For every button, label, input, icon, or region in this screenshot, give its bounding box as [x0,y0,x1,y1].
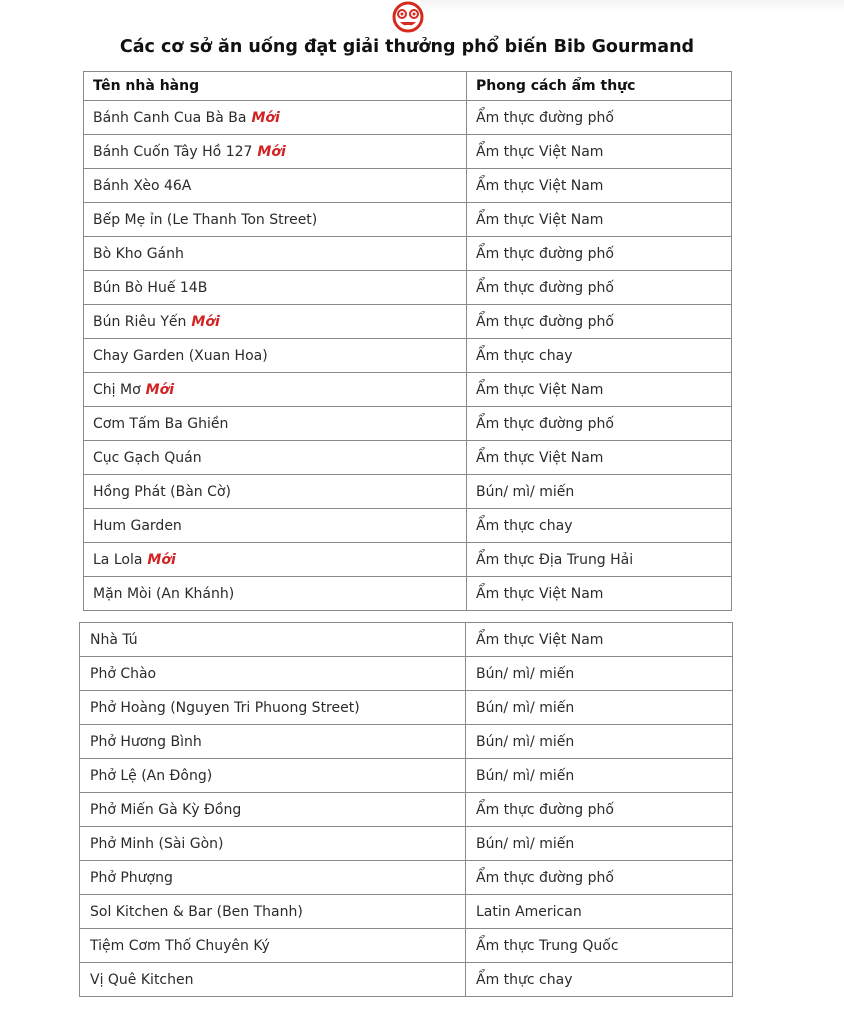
restaurant-name-cell [84,169,467,203]
restaurant-name-cell [84,135,467,169]
cuisine-style-cell: Ẩm thực Việt Nam [467,373,732,407]
restaurant-name: La Lola [93,551,143,568]
restaurant-name-cell [80,827,466,861]
restaurant-name-cell [80,691,466,725]
cuisine-style-cell: Ẩm thực Việt Nam [467,203,732,237]
cuisine-style-cell: Bún/ mì/ miến [466,657,733,691]
restaurant-name: Tiệm Cơm Thố Chuyên Ký [90,937,270,954]
table-row [84,305,732,339]
table-row [84,577,732,611]
column-header-name: Tên nhà hàng [84,72,467,101]
table-row [80,725,733,759]
restaurant-name-cell [84,237,467,271]
restaurant-name: Mặn Mòi (An Khánh) [93,585,235,602]
cuisine-style-cell: Ẩm thực Việt Nam [467,135,732,169]
table-row [84,135,732,169]
table-row [84,441,732,475]
cuisine-style-cell: Ẩm thực Việt Nam [467,441,732,475]
restaurant-name: Phở Miến Gà Kỳ Đồng [90,801,242,818]
table-row [84,101,732,135]
cuisine-style-cell: Bún/ mì/ miến [466,827,733,861]
table-row [84,169,732,203]
restaurant-table [83,71,732,611]
restaurant-name-cell [80,895,466,929]
table-row [84,339,732,373]
cuisine-style-cell: Bún/ mì/ miến [466,759,733,793]
restaurant-name: Vị Quê Kitchen [90,971,194,988]
restaurant-name: Phở Hương Bình [90,733,202,750]
new-badge: Mới [257,143,286,160]
table-row [80,691,733,725]
restaurant-name-cell [84,305,467,339]
cuisine-style-cell: Ẩm thực đường phố [466,793,733,827]
restaurant-name-cell [84,543,467,577]
restaurant-name: Chị Mơ [93,381,141,398]
cuisine-style-cell: Ẩm thực Việt Nam [467,577,732,611]
cuisine-style-cell: Ẩm thực Trung Quốc [466,929,733,963]
restaurant-name: Bánh Cuốn Tây Hồ 127 [93,143,253,160]
column-header-style: Phong cách ẩm thực [467,72,732,101]
restaurant-name-cell [80,963,466,997]
restaurant-name-cell [84,475,467,509]
cuisine-style-cell: Ẩm thực đường phố [466,861,733,895]
restaurant-name-cell [80,759,466,793]
restaurant-name-cell [84,373,467,407]
restaurant-name: Phở Phượng [90,869,173,886]
table-row [80,929,733,963]
restaurant-name: Nhà Tú [90,631,138,648]
restaurant-name: Cục Gạch Quán [93,449,202,466]
restaurant-name-cell [84,441,467,475]
restaurant-name: Bánh Canh Cua Bà Ba [93,109,247,126]
restaurant-table-continued [79,622,733,997]
new-badge: Mới [145,381,174,398]
bib-gourmand-icon [383,0,433,40]
table-row [84,271,732,305]
table-row [80,827,733,861]
table-row [80,657,733,691]
cuisine-style-cell: Ẩm thực Việt Nam [466,623,733,657]
restaurant-name: Phở Lệ (An Đông) [90,767,213,784]
cuisine-style-cell: Ẩm thực Địa Trung Hải [467,543,732,577]
table-header-row [84,72,732,101]
cuisine-style-cell: Ẩm thực đường phố [467,237,732,271]
new-badge: Mới [191,313,220,330]
restaurant-name-cell [80,793,466,827]
restaurant-name-cell [84,271,467,305]
restaurant-name-cell [84,101,467,135]
cuisine-style-cell: Ẩm thực chay [466,963,733,997]
cuisine-style-cell: Ẩm thực đường phố [467,271,732,305]
restaurant-name: Phở Chào [90,665,157,682]
table-row [84,203,732,237]
restaurant-name-cell [80,861,466,895]
table-row [84,407,732,441]
restaurant-name: Hồng Phát (Bàn Cờ) [93,483,231,500]
table-row [80,623,733,657]
restaurant-name: Bún Bò Huế 14B [93,279,208,296]
table-row [80,861,733,895]
table-row [80,963,733,997]
restaurant-name: Chay Garden (Xuan Hoa) [93,347,268,364]
cuisine-style-cell: Ẩm thực đường phố [467,407,732,441]
restaurant-name: Cơm Tấm Ba Ghiền [93,415,229,432]
table-row [84,237,732,271]
cuisine-style-cell: Ẩm thực chay [467,339,732,373]
restaurant-name-cell [80,929,466,963]
table-row [84,475,732,509]
cuisine-style-cell: Ẩm thực chay [467,509,732,543]
cuisine-style-cell: Ẩm thực đường phố [467,101,732,135]
restaurant-name: Bếp Mẹ ỉn (Le Thanh Ton Street) [93,211,318,228]
page-title: Các cơ sở ăn uống đạt giải thưởng phổ biến Bib Gourmand [119,37,695,57]
new-badge: Mới [251,109,280,126]
restaurant-name-cell [80,623,466,657]
restaurant-name: Bún Riêu Yến [93,313,187,330]
table-row [80,895,733,929]
restaurant-name-cell [84,509,467,543]
table-row [80,759,733,793]
table-row [80,793,733,827]
table-row [84,373,732,407]
restaurant-name: Phở Hoàng (Nguyen Tri Phuong Street) [90,699,360,716]
cuisine-style-cell: Bún/ mì/ miến [466,725,733,759]
restaurant-name: Bánh Xèo 46A [93,177,192,194]
table-row [84,509,732,543]
restaurant-name-cell [84,203,467,237]
cuisine-style-cell: Bún/ mì/ miến [467,475,732,509]
restaurant-name-cell [84,577,467,611]
restaurant-name-cell [84,339,467,373]
restaurant-name-cell [84,407,467,441]
cuisine-style-cell: Latin American [466,895,733,929]
cuisine-style-cell: Ẩm thực đường phố [467,305,732,339]
cuisine-style-cell: Bún/ mì/ miến [466,691,733,725]
new-badge: Mới [147,551,176,568]
cuisine-style-cell: Ẩm thực Việt Nam [467,169,732,203]
restaurant-name: Phở Minh (Sài Gòn) [90,835,224,852]
restaurant-name-cell [80,725,466,759]
restaurant-name: Sol Kitchen & Bar (Ben Thanh) [90,903,303,920]
restaurant-name: Bò Kho Gánh [93,245,184,262]
restaurant-name-cell [80,657,466,691]
restaurant-name: Hum Garden [93,517,182,534]
scroll-shadow [420,0,844,12]
table-row [84,543,732,577]
